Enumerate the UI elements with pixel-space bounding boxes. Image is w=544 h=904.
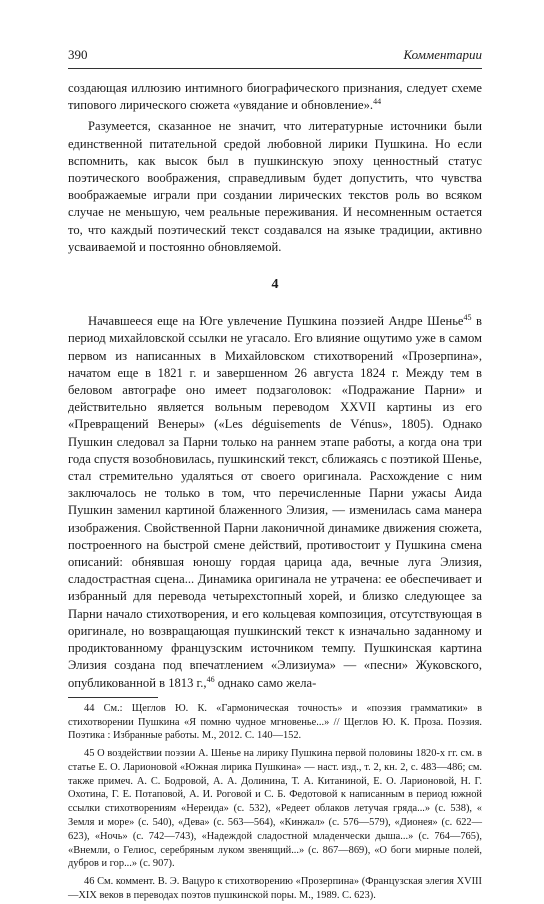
footnote-text: См.: Щеглов Ю. К. «Гармоническая точность» и «поэзия грамматики» в стихотворении Пушкина «Я помню чудное мгновенье...» // Щеглов Ю. К. Проза. Поэзия. Поэтика : Избранные работы. М., 2012. С. 140—152.: [68, 702, 482, 742]
page-header: [68, 47, 482, 63]
footnote-number: 44: [84, 702, 95, 714]
footnote-number: 46: [84, 876, 95, 888]
section-number: 4: [271, 277, 279, 293]
page-number: 390: [68, 47, 88, 62]
paragraph: Начавшееся еще на Юге увлечение Пушкина поэзией Андре Шенье$^{45}$ в период михайловской ссылки не угасало. Его влияние ощутимо уже в самом первом из написанных в Михайловском стихотворений «Прозерпина», начатом еще в 1821 г. и завершенном 26 августа 1824 г. Между тем в беловом автографе оно имеет подзаголовок: «Подражание Парни» и действительно является вольным переводом XXVII картины из его «Превращений Венеры» («Les déguisements de Vénus», 1805). Однако Пушкин следовал за Парни только на раннем этапе работы, а когда она три года спустя возобновилась, пушкинский текст, сближаясь с поэтикой Шенье, стал стремительно удаляться от своего оригинала. Расхождение с ним заключалось не только в том, что перечисленные Парни ужасы Аида Пушкин заменил картиной блаженного Элизия, — изменилась сама манера изображения. Свойственной Парни лаконичной динамике движения сюжета, построенного на быстрой смене действий, противостоит у Пушкина смена описаний: обнявшая юношу гордая царица ада, вечные луга Элизия, сладострастная сцена... Динамика оригинала не утрачена: ее обеспечивает и избранный для перевода четырехстопный хорей, и близко следующее за Парни начало стихотворения, и его кольцевая композиция, отсутствующая в оригинале, но возвращающая пушкинский текст к изначально заданному и продиктованному французским источником темпу. Пушкинская картина Элизия создана под впечатлением «Элизиума» — «песни» Жуковского, опубликованной в 1813 г.,$^{46}$ однако само жела-: [68, 313, 482, 690]
footnote-text: О воздействии поэзии А. Шенье на лирику Пушкина первой половины 1820-х гг. см. в статье Е. О. Ларионовой «Южная лирика Пушкина» — наст. изд., т. 2, кн. 2, с. 483—486; см. также примеч. А. С. Бодровой, А. А. Долинина, Т. А. Китаниной, Е. О. Ларионовой, Н. Г. Охотина, Г. Е. Потаповой, А. И. Роговой и С. Б. Федотовой к написанным в период южной ссылки стихотворениям «Нереида» (с. 532), «Редеет облаков летучая гряда...» (с. 538), « Земля и море» (с. 540), «Дева» (с. 563—564), «Кинжал» (с. 576—579), «Дионея» (с. 622—623), «Ночь» (с. 742—743), «Надеждой сладостной младенчески дыша...» (с. 764—765), «Внемли, о Гелиос, серебряным луком звенящий...» (с. 867—869), «О боги мирные полей, дубров и гор...» (с. 907).: [68, 748, 482, 870]
footnote-text: См. коммент. В. Э. Вацуро к стихотворению «Прозерпина» (Французская элегия XVIII—XIX веков в переводах поэтов пушкинской поры. М., 1989. С. 623).: [68, 876, 482, 902]
footnote-ref[interactable]: 44: [373, 97, 382, 107]
footnote: [68, 702, 482, 743]
footnote: [68, 875, 482, 903]
running-title: Комментарии: [403, 47, 482, 62]
paragraph: создающая иллюзию интимного биографического признания, следует схеме типового лирического сюжета «увядание и обновление».$^{44}$: [68, 81, 482, 113]
header-rule: [68, 68, 482, 69]
footnotes: [68, 702, 482, 903]
main-text: [68, 80, 482, 904]
footnote-number: 45: [84, 748, 95, 760]
footnote: [68, 747, 482, 871]
footnote-ref[interactable]: 45: [463, 313, 472, 323]
paragraph: Разумеется, сказанное не значит, что литературные источники были единственной питательной средой любовной лирики Пушкина. Но если вспомнить, как высок был в пушкинскую эпоху ценностный статус поэтического воображения, справедливым будет допустить, что чувства воображаемые играли при создании лирических текстов роль во всяком случае не меньшую, чем реальные переживания. И несомненным остается то, что каждый поэтический текст создавался на языке традиции, активно усваиваемой и постоянно обновляемой.: [68, 119, 482, 254]
footnote-ref[interactable]: 46: [206, 674, 215, 684]
footnote-rule: [68, 697, 158, 698]
